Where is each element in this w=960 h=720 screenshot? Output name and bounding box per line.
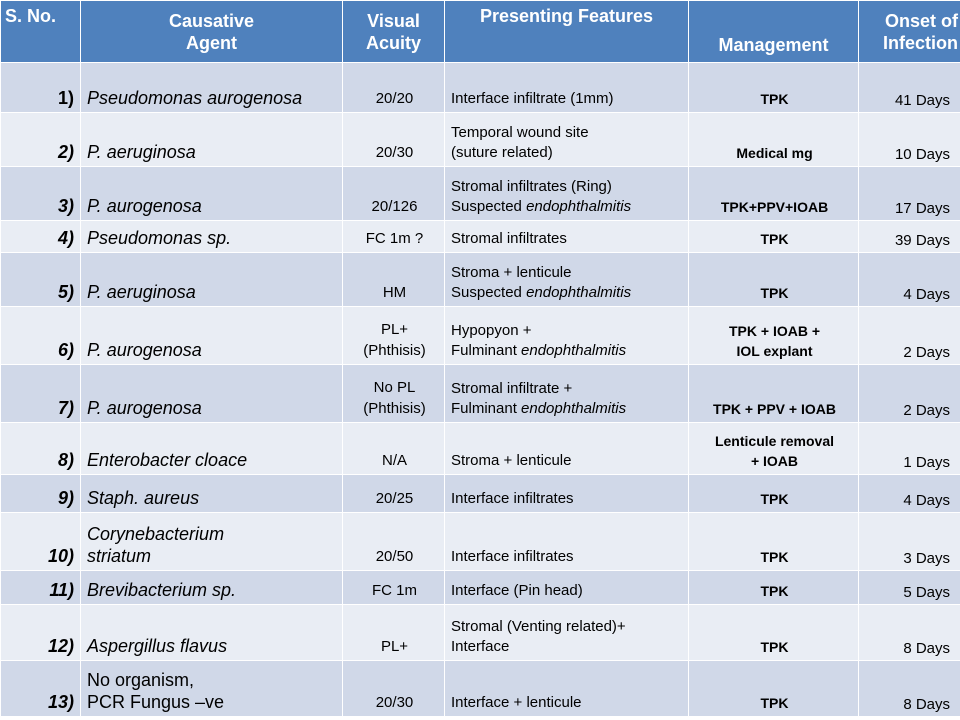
feature-line (451, 581, 684, 601)
feature-line (451, 399, 684, 419)
cell-management (689, 253, 859, 307)
table-row (1, 661, 960, 717)
feature-text: Interface infiltrates (451, 548, 574, 565)
acuity-line: 20/30 (375, 144, 414, 161)
management-line: Medical mg (736, 145, 813, 161)
feature-line (451, 489, 684, 509)
acuity-line: PL+ (380, 638, 409, 655)
header-agent-line-1: Causative (168, 10, 255, 31)
feature-text: Stromal (Venting related)+ (451, 618, 626, 635)
header-agent (81, 1, 343, 63)
cell-features (445, 513, 689, 571)
cell-management (689, 513, 859, 571)
table-row (1, 605, 960, 661)
management-line: TPK (760, 491, 789, 507)
feature-term: endophthalmitis (521, 342, 627, 359)
feature-text: Interface + lenticule (451, 694, 582, 711)
feature-line (451, 89, 684, 109)
header-onset (859, 1, 960, 63)
agent-line: Enterobacter cloace (87, 450, 248, 470)
management-line: TPK (760, 639, 789, 655)
cell-management (689, 365, 859, 423)
cell-management (689, 661, 859, 717)
feature-text: Interface infiltrate (1mm) (451, 90, 614, 107)
agent-line: PCR Fungus –ve (87, 692, 225, 712)
management-line: TPK (760, 285, 789, 301)
cell-agent (81, 571, 343, 605)
acuity-line: 20/25 (375, 490, 414, 507)
feature-text: (suture related) (451, 144, 553, 161)
management-line: TPK (760, 549, 789, 565)
cell-acuity (343, 605, 445, 661)
feature-text: Stromal infiltrates (451, 230, 567, 247)
feature-text: Temporal wound site (451, 124, 589, 141)
cell-sno: 1) (1, 63, 81, 113)
feature-line (451, 263, 684, 283)
agent-line: Brevibacterium sp. (87, 580, 237, 600)
cell-onset: 5 Days (859, 571, 960, 605)
header-onset-line-2: Infection (883, 32, 958, 53)
table-row (1, 167, 960, 221)
cell-features (445, 475, 689, 513)
cell-features (445, 571, 689, 605)
header-features: Presenting Features (445, 1, 689, 63)
header-onset-line-1: Onset of (884, 10, 958, 31)
management-line: TPK + IOAB + (728, 323, 821, 339)
cell-onset: 4 Days (859, 475, 960, 513)
cell-acuity (343, 475, 445, 513)
agent-line: P. aurogenosa (87, 340, 202, 360)
cell-acuity (343, 167, 445, 221)
cell-agent (81, 423, 343, 475)
cell-management (689, 113, 859, 167)
agent-line: Staph. aureus (87, 488, 200, 508)
agent-line: P. aeruginosa (87, 142, 196, 162)
agent-line: striatum (87, 546, 152, 566)
management-line: Lenticule removal (714, 433, 835, 449)
acuity-line: (Phthisis) (363, 400, 426, 417)
table-row (1, 423, 960, 475)
cell-acuity (343, 365, 445, 423)
cell-features (445, 307, 689, 365)
table-row (1, 475, 960, 513)
feature-text: Fulminant (451, 400, 522, 417)
cell-management (689, 475, 859, 513)
header-row (1, 1, 960, 63)
agent-line: P. aeruginosa (87, 282, 196, 302)
cell-management (689, 605, 859, 661)
agent-line: Pseudomonas sp. (87, 228, 232, 248)
cell-agent (81, 167, 343, 221)
cell-features (445, 63, 689, 113)
cell-sno: 13) (1, 661, 81, 717)
cell-agent (81, 63, 343, 113)
cell-onset: 3 Days (859, 513, 960, 571)
cell-acuity (343, 253, 445, 307)
acuity-line: 20/20 (375, 90, 414, 107)
cell-features (445, 605, 689, 661)
feature-line (451, 177, 684, 197)
acuity-line: FC 1m ? (365, 230, 424, 247)
management-line: TPK (760, 231, 789, 247)
agent-line: P. aurogenosa (87, 196, 202, 216)
feature-text: Stromal infiltrate + (451, 380, 573, 397)
table-row (1, 221, 960, 253)
feature-line (451, 637, 684, 657)
header-acuity (343, 1, 445, 63)
feature-text: Suspected (451, 198, 527, 215)
cell-agent (81, 365, 343, 423)
feature-line (451, 451, 684, 471)
cell-sno: 10) (1, 513, 81, 571)
feature-line (451, 197, 684, 217)
cell-management (689, 167, 859, 221)
feature-text: Fulminant (451, 342, 522, 359)
feature-text: Stroma + lenticule (451, 264, 572, 281)
cell-sno: 7) (1, 365, 81, 423)
header-acuity-line-2: Acuity (365, 32, 421, 53)
cell-agent (81, 221, 343, 253)
cell-onset: 2 Days (859, 307, 960, 365)
acuity-line: PL+ (380, 321, 409, 338)
feature-text: Stroma + lenticule (451, 452, 572, 469)
cell-acuity (343, 571, 445, 605)
feature-line (451, 123, 684, 143)
table-row (1, 253, 960, 307)
acuity-line: 20/126 (371, 198, 418, 215)
acuity-line: No PL (373, 379, 416, 396)
table-row (1, 113, 960, 167)
feature-line (451, 283, 684, 303)
cell-management (689, 423, 859, 475)
feature-text: Hypopyon + (451, 322, 532, 339)
agent-line: Aspergillus flavus (87, 636, 228, 656)
cell-sno: 12) (1, 605, 81, 661)
agent-line: No organism, (87, 670, 195, 690)
header-sno: S. No. (1, 1, 81, 63)
header-acuity-line-1: Visual (367, 10, 420, 31)
cell-agent (81, 513, 343, 571)
feature-line (451, 341, 684, 361)
management-line: TPK + PPV + IOAB (713, 401, 836, 417)
agent-line: Corynebacterium (87, 524, 225, 544)
cell-agent (81, 605, 343, 661)
table-row (1, 63, 960, 113)
feature-line (451, 229, 684, 249)
cell-onset: 4 Days (859, 253, 960, 307)
feature-line (451, 693, 684, 713)
feature-line (451, 547, 684, 567)
feature-line (451, 379, 684, 399)
cell-agent (81, 307, 343, 365)
cell-agent (81, 475, 343, 513)
table-row (1, 365, 960, 423)
cell-agent (81, 253, 343, 307)
cell-acuity (343, 423, 445, 475)
cell-management (689, 571, 859, 605)
management-line: TPK (760, 91, 789, 107)
table-row (1, 307, 960, 365)
acuity-line: N/A (381, 452, 407, 469)
cell-acuity (343, 307, 445, 365)
cell-agent (81, 661, 343, 717)
cell-onset: 1 Days (859, 423, 960, 475)
cell-sno: 11) (1, 571, 81, 605)
feature-text: Interface (451, 638, 510, 655)
cell-features (445, 423, 689, 475)
cell-sno: 9) (1, 475, 81, 513)
cell-features (445, 661, 689, 717)
cell-acuity (343, 221, 445, 253)
table-row (1, 571, 960, 605)
acuity-line: HM (382, 284, 407, 301)
feature-line (451, 321, 684, 341)
cell-sno: 8) (1, 423, 81, 475)
header-management: Management (689, 1, 859, 63)
cell-features (445, 113, 689, 167)
feature-line (451, 143, 684, 163)
feature-text: Suspected (451, 284, 527, 301)
acuity-line: 20/50 (375, 548, 414, 565)
cell-management (689, 221, 859, 253)
acuity-line: 20/30 (375, 694, 414, 711)
feature-line (451, 617, 684, 637)
cell-acuity (343, 513, 445, 571)
cell-onset: 41 Days (859, 63, 960, 113)
management-line: + IOAB (750, 453, 799, 469)
cell-agent (81, 113, 343, 167)
feature-text: Interface infiltrates (451, 490, 574, 507)
cell-onset: 8 Days (859, 605, 960, 661)
cell-onset: 10 Days (859, 113, 960, 167)
cell-sno: 6) (1, 307, 81, 365)
cell-sno: 2) (1, 113, 81, 167)
cell-sno: 5) (1, 253, 81, 307)
cell-features (445, 167, 689, 221)
management-line: TPK (760, 583, 789, 599)
agent-line: Pseudomonas aurogenosa (87, 88, 303, 108)
cell-management (689, 307, 859, 365)
cell-features (445, 221, 689, 253)
feature-text: Stromal infiltrates (Ring) (451, 178, 612, 195)
cell-sno: 3) (1, 167, 81, 221)
management-line: TPK+PPV+IOAB (720, 199, 829, 215)
cell-management (689, 63, 859, 113)
acuity-line: (Phthisis) (363, 342, 426, 359)
feature-term: endophthalmitis (521, 400, 627, 417)
acuity-line: FC 1m (372, 582, 417, 599)
cell-features (445, 365, 689, 423)
cell-onset: 8 Days (859, 661, 960, 717)
feature-term: endophthalmitis (526, 198, 632, 215)
cell-sno: 4) (1, 221, 81, 253)
management-line: TPK (760, 695, 789, 711)
feature-term: endophthalmitis (526, 284, 632, 301)
header-agent-line-2: Agent (186, 32, 237, 53)
table-row (1, 513, 960, 571)
cell-acuity (343, 661, 445, 717)
cell-onset: 2 Days (859, 365, 960, 423)
cell-acuity (343, 63, 445, 113)
cell-acuity (343, 113, 445, 167)
cell-onset: 39 Days (859, 221, 960, 253)
cell-features (445, 253, 689, 307)
agent-line: P. aurogenosa (87, 398, 202, 418)
feature-text: Interface (Pin head) (451, 582, 583, 599)
table-body (1, 63, 960, 717)
management-line: IOL explant (736, 343, 813, 359)
cell-onset: 17 Days (859, 167, 960, 221)
